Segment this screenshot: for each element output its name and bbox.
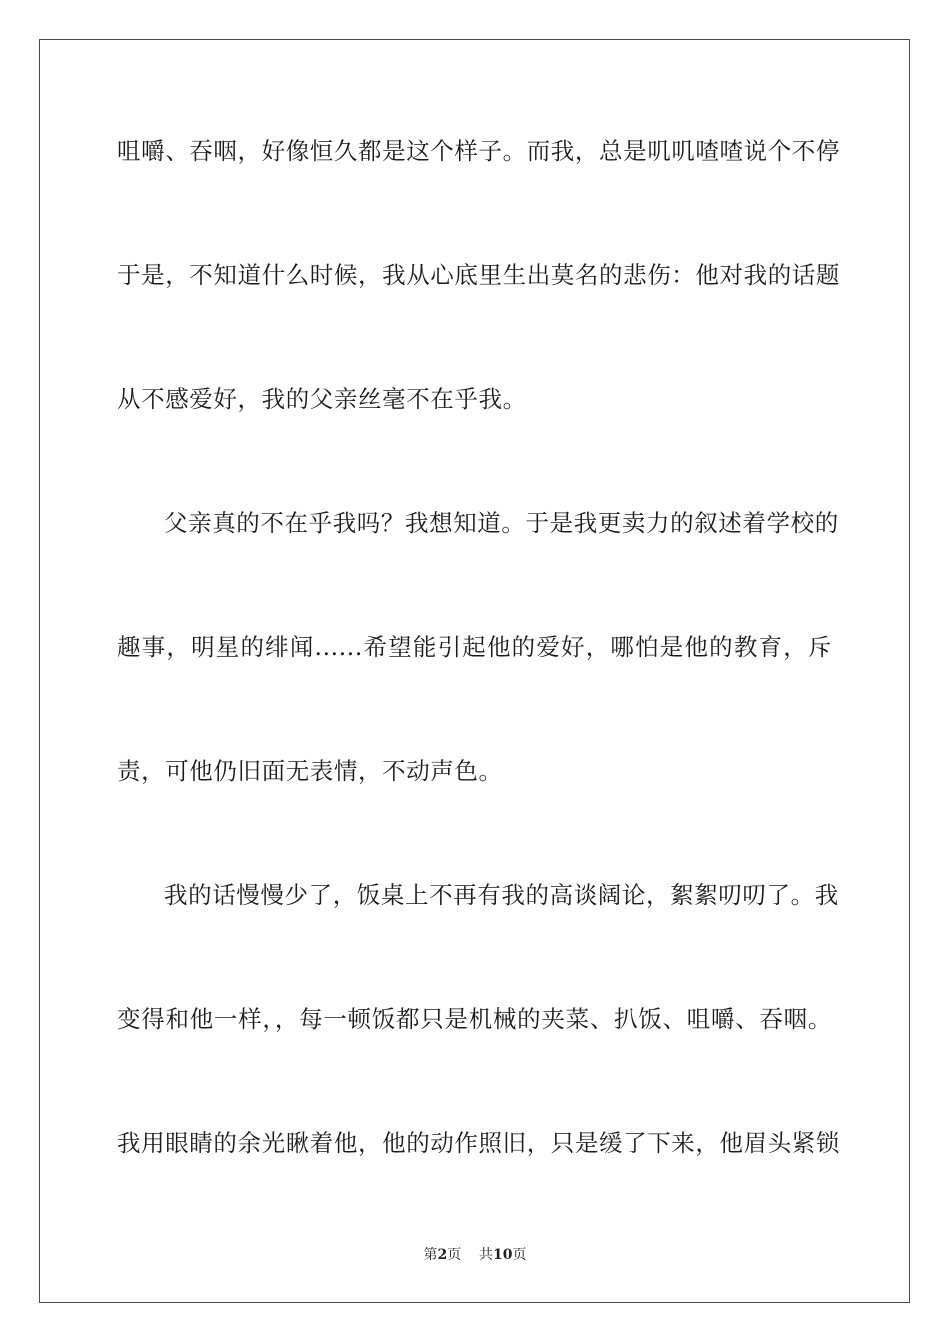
- total-prefix: 共: [479, 1247, 494, 1263]
- page-border: [39, 39, 910, 1303]
- text-line-5: 趣事，明星的绯闻......希望能引起他的爱好，哪怕是他的教育，斥: [117, 633, 832, 661]
- page-number: 2: [437, 1247, 448, 1263]
- text-line-7: 我的话慢慢少了，饭桌上不再有我的高谈阔论，絮絮叨叨了。我: [164, 881, 839, 909]
- text-line-4: 父亲真的不在乎我吗？我想知道。于是我更卖力的叙述着学校的: [164, 509, 839, 537]
- page-prefix: 第: [423, 1247, 438, 1263]
- text-line-8: 变得和他一样，，每一顿饭都只是机械的夹菜、扒饭、咀嚼、吞咽。: [117, 1005, 832, 1033]
- page-suffix: 页: [447, 1247, 462, 1263]
- text-line-6: 责，可他仍旧面无表情，不动声色。: [117, 757, 503, 785]
- text-line-2: 于是，不知道什么时候，我从心底里生出莫名的悲伤：他对我的话题: [117, 261, 840, 289]
- text-line-1: 咀嚼、吞咽，好像恒久都是这个样子。而我，总是叽叽喳喳说个不停: [117, 137, 840, 165]
- total-pages: 10: [493, 1247, 513, 1263]
- text-line-3: 从不感爱好，我的父亲丝毫不在乎我。: [117, 385, 527, 413]
- total-suffix: 页: [512, 1247, 527, 1263]
- page-footer: [0, 1245, 950, 1265]
- text-line-9: 我用眼睛的余光瞅着他，他的动作照旧，只是缓了下来，他眉头紧锁: [117, 1129, 840, 1157]
